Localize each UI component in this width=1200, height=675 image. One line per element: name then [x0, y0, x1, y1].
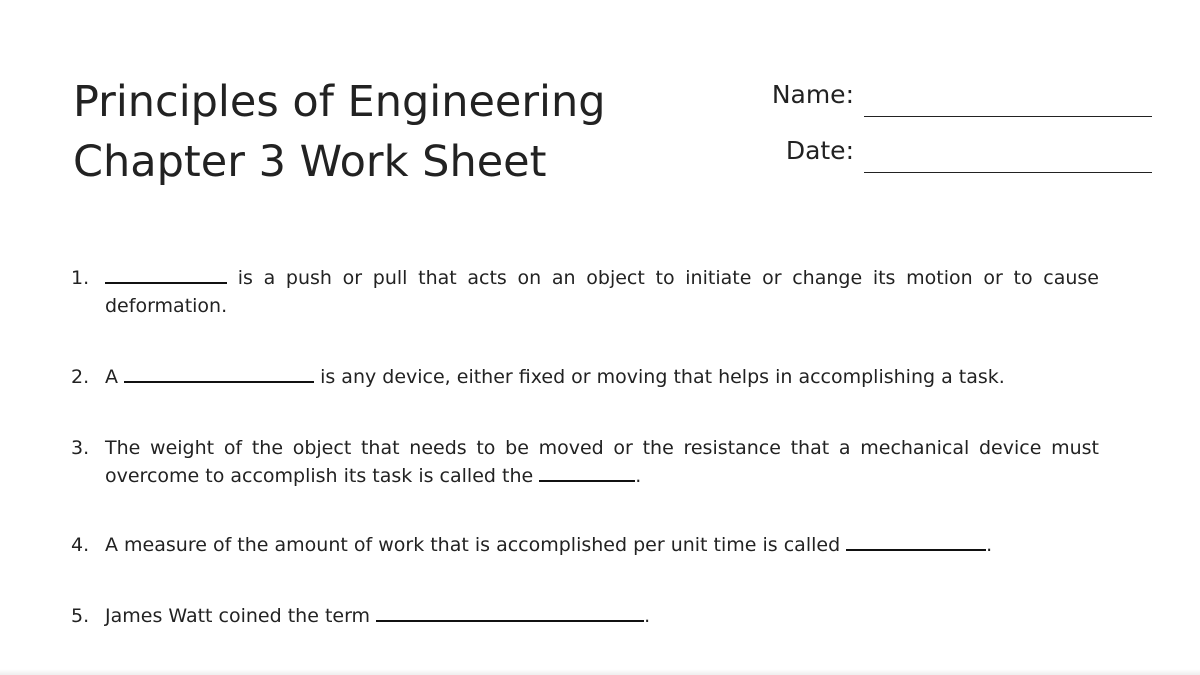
question-text-after: . — [986, 534, 993, 556]
date-blank-line[interactable] — [864, 172, 1152, 173]
page-bottom-fade — [0, 669, 1200, 675]
question-text-after: . — [635, 465, 642, 487]
question-text-before: A — [105, 366, 125, 388]
answer-blank[interactable] — [105, 266, 227, 284]
question-text — [105, 363, 1099, 391]
name-label: Name: — [771, 80, 854, 109]
question-number: 2. — [71, 366, 90, 388]
worksheet-title-line-1: Principles of Engineering — [73, 77, 606, 127]
question-number: 4. — [71, 534, 90, 556]
answer-blank[interactable] — [846, 533, 986, 551]
date-label: Date: — [785, 136, 854, 165]
question-text-after: is any device, either fixed or moving that helps in accomplishing a task. — [314, 366, 1005, 388]
question-text-before: A measure of the amount of work that is accomplished per unit time is called — [105, 534, 847, 556]
question-text — [105, 264, 1099, 320]
answer-blank[interactable] — [376, 604, 644, 622]
question-text — [105, 602, 1099, 630]
question-text — [105, 531, 1099, 559]
name-blank-line[interactable] — [864, 116, 1152, 117]
question-text-after: . — [644, 605, 651, 627]
question-number: 1. — [71, 267, 90, 289]
question-number: 3. — [71, 437, 90, 459]
question-text-before: The weight of the object that needs to be moved or the resistance that a mechanical device must overcome to accomplish its task is called the — [105, 437, 1099, 487]
question-number: 5. — [71, 605, 90, 627]
question-text — [105, 434, 1099, 490]
answer-blank[interactable] — [539, 464, 635, 482]
answer-blank[interactable] — [124, 365, 314, 383]
question-text-before: James Watt coined the term — [105, 605, 377, 627]
question-text-after: is a push or pull that acts on an object to initiate or change its motion or to cause deformation. — [105, 267, 1099, 317]
worksheet-title-line-2: Chapter 3 Work Sheet — [73, 137, 547, 187]
